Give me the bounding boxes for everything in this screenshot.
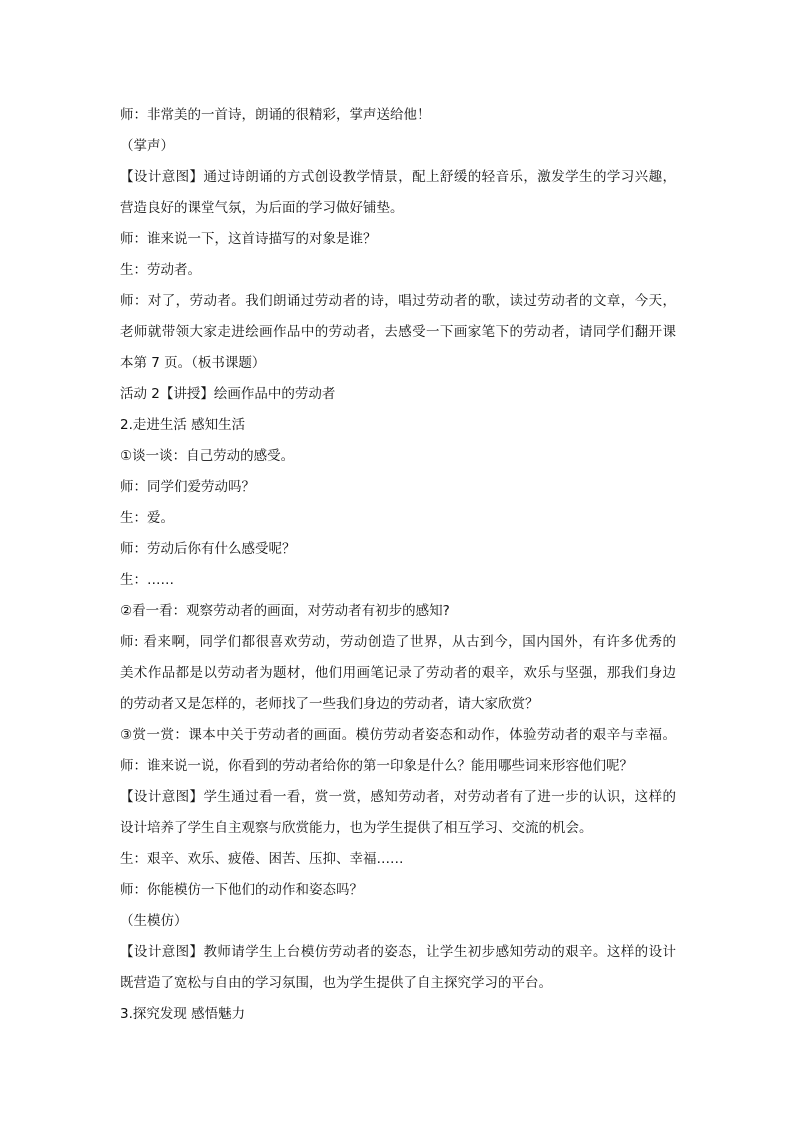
text-line: 的劳动者又是怎样的，老师找了一些我们身边的劳动者，请大家欣赏？	[120, 696, 539, 712]
text-line: 师：谁来说一说，你看到的劳动者给你的第一印象是什么？能用哪些词来形容他们呢？	[120, 758, 633, 774]
text-line: 生：……	[120, 572, 174, 588]
text-line: 师：同学们爱劳动吗？	[120, 479, 255, 495]
text-line: 本第 7 页。（板书课题）	[120, 355, 266, 371]
text-line: 美术作品都是以劳动者为题材，他们用画笔记录了劳动者的艰辛，欢乐与坚强，那我们身边	[120, 665, 676, 681]
text-line: 【设计意图】教师请学生上台模仿劳动者的姿态，让学生初步感知劳动的艰辛。这样的设计	[120, 944, 676, 960]
text-line: ①谈一谈：自己劳动的感受。	[120, 448, 295, 464]
text-line: ②看一看：观察劳动者的画面，对劳动者有初步的感知?	[120, 603, 450, 619]
section-heading: 活动 2【讲授】绘画作品中的劳动者	[120, 386, 336, 402]
text-line: 【设计意图】学生通过看一看，赏一赏，感知劳动者，对劳动者有了进一步的认识，这样的	[120, 789, 676, 805]
text-line: 设计培养了学生自主观察与欣赏能力，也为学生提供了相互学习、交流的机会。	[120, 820, 593, 836]
text-line: 师：你能模仿一下他们的动作和姿态吗？	[120, 882, 363, 898]
text-line: 师：劳动后你有什么感受呢？	[120, 541, 296, 557]
section-heading: 3.探究发现 感悟魅力	[120, 1006, 246, 1022]
text-line: 【设计意图】通过诗朗诵的方式创设教学情景，配上舒缓的轻音乐，激发学生的学习兴趣，	[120, 169, 676, 185]
text-line: 生：劳动者。	[120, 262, 201, 278]
text-line: ③赏一赏：课本中关于劳动者的画面。模仿劳动者姿态和动作，体验劳动者的艰辛与幸福。	[120, 727, 676, 743]
text-line: （生模仿）	[120, 913, 188, 929]
text-line: 生：爱。	[120, 510, 174, 526]
text-line: 师：对了，劳动者。我们朗诵过劳动者的诗，唱过劳动者的歌，读过劳动者的文章，今天，	[120, 293, 676, 309]
section-heading: 2.走进生活 感知生活	[120, 417, 246, 433]
text-line: 师：谁来说一下，这首诗描写的对象是谁？	[120, 231, 377, 247]
text-line: 老师就带领大家走进绘画作品中的劳动者，去感受一下画家笔下的劳动者，请同学们翻开课	[120, 324, 676, 340]
text-line: （掌声）	[120, 138, 174, 154]
document-page	[120, 100, 676, 1030]
text-line: 师：非常美的一首诗，朗诵的很精彩，掌声送给他！	[120, 107, 431, 123]
text-line: 既营造了宽松与自由的学习氛围，也为学生提供了自主探究学习的平台。	[120, 975, 552, 991]
text-line: 师: 看来啊，同学们都很喜欢劳动，劳动创造了世界，从古到今，国内国外，有许多优秀的	[120, 634, 676, 650]
text-line: 生：艰辛、欢乐、疲倦、困苦、压抑、幸福……	[120, 851, 404, 867]
text-line: 营造良好的课堂气氛，为后面的学习做好铺垫。	[120, 200, 404, 216]
